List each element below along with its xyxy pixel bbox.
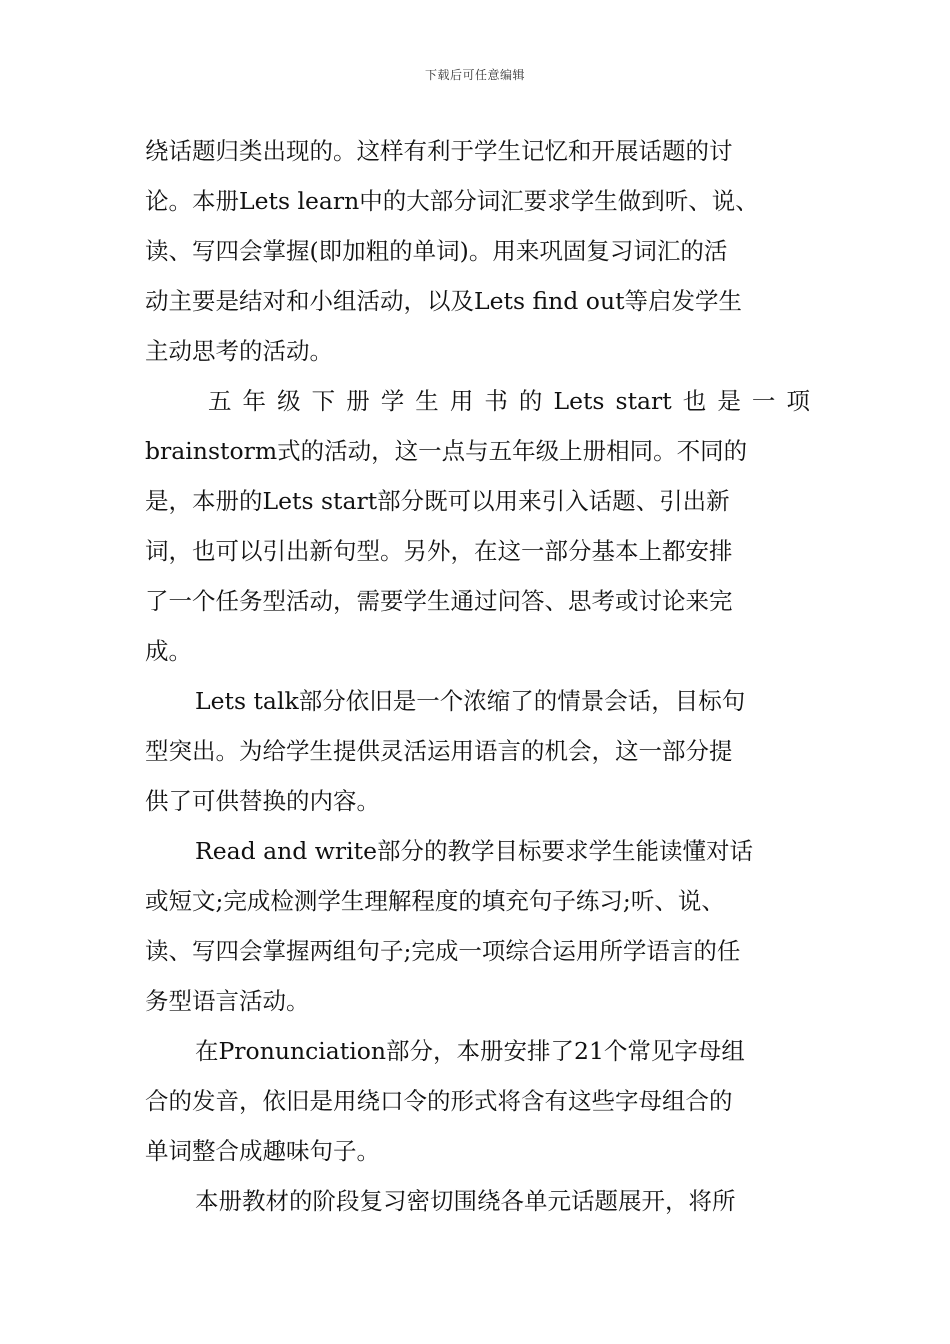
text-token: 用: [449, 387, 474, 415]
text-token: 书: [484, 387, 508, 415]
text-line-justified: [145, 376, 810, 426]
document-body: [145, 126, 810, 1226]
text-line: 词，也可以引出新句型。另外，在这一部分基本上都安排: [145, 537, 733, 565]
text-line: 论。本册Lets learn中的大部分词汇要求学生做到听、说、: [145, 187, 759, 215]
text-token: 级: [277, 387, 301, 415]
text-line: 型突出。为给学生提供灵活运用语言的机会，这一部分提: [145, 737, 733, 765]
text-line: 务型语言活动。: [145, 987, 310, 1015]
text-line: 了一个任务型活动，需要学生通过问答、思考或讨论来完: [145, 587, 733, 615]
text-token: 也: [682, 387, 707, 415]
text-token: start: [615, 387, 672, 415]
paragraph-4: [145, 826, 810, 1026]
text-token: 年: [242, 387, 267, 415]
text-token: 一: [751, 387, 776, 415]
text-line: 是，本册的Lets start部分既可以用来引入话题、引出新: [145, 487, 730, 515]
text-line: 本册教材的阶段复习密切围绕各单元话题展开，将所: [195, 1187, 736, 1215]
paragraph-3: [145, 676, 810, 826]
text-token: 学: [380, 387, 405, 415]
text-line: 在Pronunciation部分，本册安排了21个常见字母组: [195, 1037, 745, 1065]
paragraph-2: [145, 376, 810, 676]
text-token: 下: [311, 387, 336, 415]
text-line: 合的发音，依旧是用绕口令的形式将含有这些字母组合的: [145, 1087, 733, 1115]
text-line: 或短文;完成检测学生理解程度的填充句子练习;听、说、: [145, 887, 725, 915]
text-line: 动主要是结对和小组活动，以及Lets find out等启发学生: [145, 287, 743, 315]
text-token: 五: [208, 387, 232, 415]
text-token: 是: [717, 387, 741, 415]
text-token: 册: [346, 387, 370, 415]
text-line: 单词整合成趣味句子。: [145, 1137, 380, 1165]
page-header: 下载后可任意编辑: [424, 68, 525, 82]
text-line: Lets talk部分依旧是一个浓缩了的情景会话，目标句: [195, 687, 746, 715]
text-line: 读、写四会掌握(即加粗的单词)。用来巩固复习词汇的活: [145, 237, 728, 265]
paragraph-1: [145, 126, 810, 376]
text-line: Read and write部分的教学目标要求学生能读懂对话: [195, 837, 753, 865]
text-token: 生: [415, 387, 439, 415]
text-line: brainstorm式的活动，这一点与五年级上册相同。不同的: [145, 437, 748, 465]
text-token: 的: [518, 387, 543, 415]
text-line: 主动思考的活动。: [145, 337, 333, 365]
text-line: 读、写四会掌握两组句子;完成一项综合运用所学语言的任: [145, 937, 741, 965]
text-line: 供了可供替换的内容。: [145, 787, 380, 815]
text-token: 项: [786, 387, 810, 415]
paragraph-5: [145, 1026, 810, 1176]
text-line: 成。: [145, 637, 192, 665]
paragraph-6: [145, 1176, 810, 1226]
text-line: 绕话题归类出现的。这样有利于学生记忆和开展话题的讨: [145, 137, 733, 165]
text-token: Lets: [553, 387, 605, 415]
